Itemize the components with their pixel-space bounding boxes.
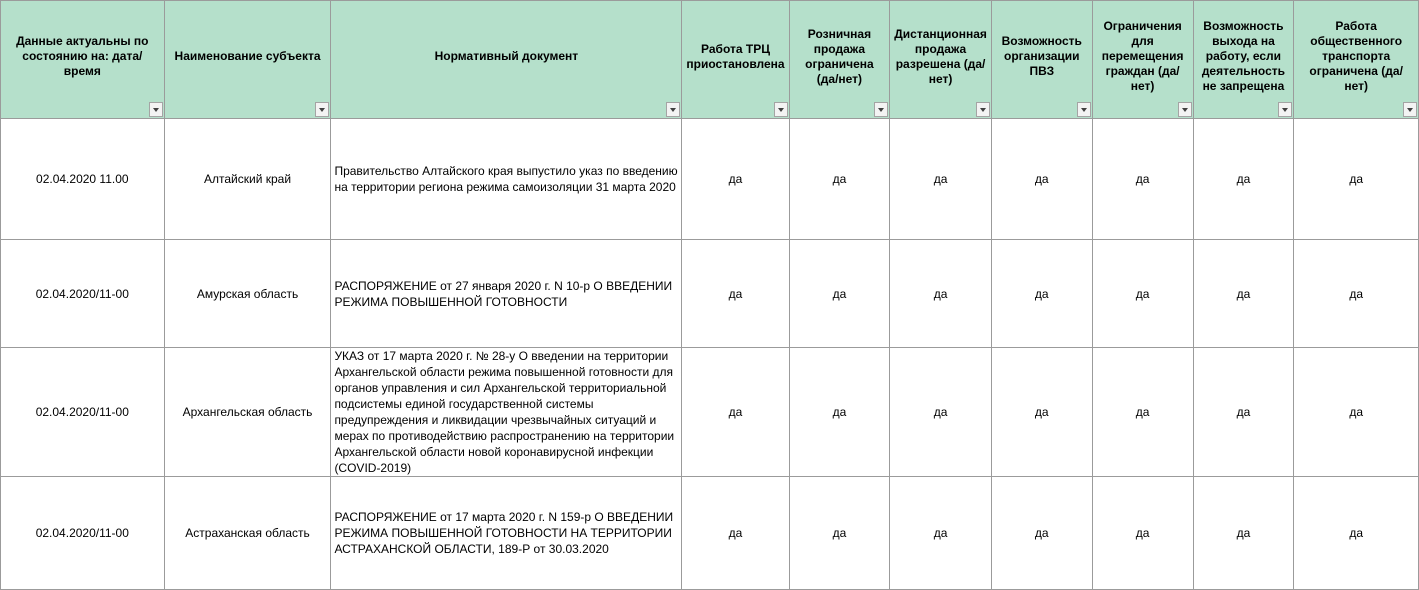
column-header-label: Нормативный документ — [434, 49, 579, 63]
region-cell[interactable]: Алтайский край — [164, 119, 331, 240]
transport-cell[interactable]: да — [1294, 348, 1419, 477]
filter-dropdown-button[interactable] — [1178, 102, 1192, 117]
column-header-trc — [682, 1, 789, 119]
pvz-cell[interactable]: да — [991, 119, 1092, 240]
retail-cell[interactable]: да — [789, 348, 890, 477]
movement-cell[interactable]: да — [1092, 348, 1193, 477]
pvz-cell[interactable]: да — [991, 348, 1092, 477]
column-header-remote — [890, 1, 992, 119]
column-header-label: Работа ТРЦ приостановлена — [686, 41, 785, 71]
column-header-label: Ограничения для перемещения граждан (да/нет) — [1101, 19, 1184, 93]
filter-dropdown-button[interactable] — [315, 102, 329, 117]
movement-cell[interactable]: да — [1092, 240, 1193, 348]
column-header-region — [164, 1, 331, 119]
transport-cell[interactable]: да — [1294, 240, 1419, 348]
date-cell[interactable]: 02.04.2020 11.00 — [1, 119, 165, 240]
region-cell[interactable]: Астраханская область — [164, 477, 331, 590]
work-cell[interactable]: да — [1193, 119, 1294, 240]
work-cell[interactable]: да — [1193, 240, 1294, 348]
filter-dropdown-button[interactable] — [774, 102, 788, 117]
movement-cell[interactable]: да — [1092, 477, 1193, 590]
retail-cell[interactable]: да — [789, 477, 890, 590]
trc-cell[interactable]: да — [682, 119, 789, 240]
pvz-cell[interactable]: да — [991, 240, 1092, 348]
work-cell[interactable]: да — [1193, 348, 1294, 477]
date-cell[interactable]: 02.04.2020/11-00 — [1, 477, 165, 590]
column-header-retail — [789, 1, 890, 119]
column-header-pvz — [991, 1, 1092, 119]
document-cell[interactable]: Правительство Алтайского края выпустило указ по введению на территории региона режима самоизоляции 31 марта 2020 — [331, 119, 682, 240]
region-cell[interactable]: Амурская область — [164, 240, 331, 348]
column-header-date — [1, 1, 165, 119]
filter-dropdown-button[interactable] — [149, 102, 163, 117]
region-cell[interactable]: Архангельская область — [164, 348, 331, 477]
column-header-label: Данные актуальны по состоянию на: дата/время — [16, 34, 149, 78]
column-header-label: Наименование субъекта — [174, 49, 321, 63]
remote-cell[interactable]: да — [890, 240, 992, 348]
document-cell[interactable]: РАСПОРЯЖЕНИЕ от 27 января 2020 г. N 10-р О ВВЕДЕНИИ РЕЖИМА ПОВЫШЕННОЙ ГОТОВНОСТИ — [331, 240, 682, 348]
remote-cell[interactable]: да — [890, 119, 992, 240]
table-row — [1, 348, 1419, 477]
column-header-movement — [1092, 1, 1193, 119]
column-header-work — [1193, 1, 1294, 119]
work-cell[interactable]: да — [1193, 477, 1294, 590]
movement-cell[interactable]: да — [1092, 119, 1193, 240]
trc-cell[interactable]: да — [682, 348, 789, 477]
column-header-label: Розничная продажа ограничена (да/нет) — [805, 26, 874, 86]
trc-cell[interactable]: да — [682, 477, 789, 590]
table-row — [1, 240, 1419, 348]
retail-cell[interactable]: да — [789, 119, 890, 240]
date-cell[interactable]: 02.04.2020/11-00 — [1, 240, 165, 348]
transport-cell[interactable]: да — [1294, 477, 1419, 590]
header-row — [1, 1, 1419, 119]
filter-dropdown-button[interactable] — [1403, 102, 1417, 117]
column-header-label: Возможность выхода на работу, если деятельность не запрещена — [1201, 19, 1286, 93]
transport-cell[interactable]: да — [1294, 119, 1419, 240]
retail-cell[interactable]: да — [789, 240, 890, 348]
remote-cell[interactable]: да — [890, 477, 992, 590]
trc-cell[interactable]: да — [682, 240, 789, 348]
filter-dropdown-button[interactable] — [666, 102, 680, 117]
column-header-transport — [1294, 1, 1419, 119]
column-header-label: Дистанционная продажа разрешена (да/нет) — [894, 26, 987, 86]
document-cell[interactable]: УКАЗ от 17 марта 2020 г. № 28-у О введении на территории Архангельской области режима повышенной готовности для органов управления и сил Архангельской территориальной подсистемы единой государственной системы предупреждения и ликвидации чрезвычайных ситуаций и мерах по противодействию распространению на территории Архангельской области новой коронавирусной инфекции (COVID-2019) — [331, 348, 682, 477]
column-header-document — [331, 1, 682, 119]
filter-dropdown-button[interactable] — [1278, 102, 1292, 117]
filter-dropdown-button[interactable] — [976, 102, 990, 117]
filter-dropdown-button[interactable] — [1077, 102, 1091, 117]
column-header-label: Работа общественного транспорта ограничена (да/нет) — [1309, 19, 1403, 93]
date-cell[interactable]: 02.04.2020/11-00 — [1, 348, 165, 477]
filter-dropdown-button[interactable] — [874, 102, 888, 117]
pvz-cell[interactable]: да — [991, 477, 1092, 590]
table-row — [1, 119, 1419, 240]
table-row — [1, 477, 1419, 590]
column-header-label: Возможность организации ПВЗ — [1001, 34, 1082, 78]
remote-cell[interactable]: да — [890, 348, 992, 477]
document-cell[interactable]: РАСПОРЯЖЕНИЕ от 17 марта 2020 г. N 159-р О ВВЕДЕНИИ РЕЖИМА ПОВЫШЕННОЙ ГОТОВНОСТИ НА ТЕРРИТОРИИ АСТРАХАНСКОЙ ОБЛАСТИ, 189-Р от 30.03.2020 — [331, 477, 682, 590]
